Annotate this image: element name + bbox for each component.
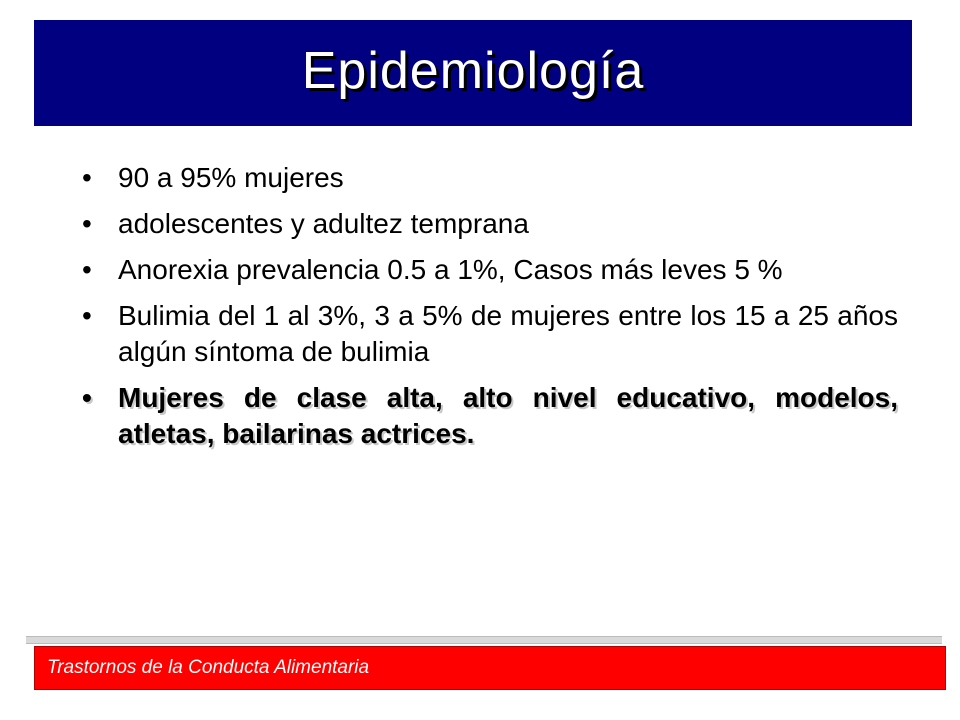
bullet-text: Mujeres de clase alta, alto nivel educativo, modelos, atletas, bailarinas actrices. [118,382,898,449]
bullet-item [80,206,898,242]
bullet-item [80,252,898,288]
slide-title: Epidemiología [301,42,645,100]
bullet-icon: • [82,254,92,285]
title-banner [34,20,912,126]
bullet-item [80,298,898,370]
footer-banner [34,646,946,690]
footer-divider [26,636,942,644]
bullet-list [80,160,898,462]
bullet-icon: • [82,208,92,239]
bullet-icon: • [82,300,92,331]
bullet-text: Anorexia prevalencia 0.5 a 1%, Casos más leves 5 % [118,254,783,285]
bullet-icon: • [82,382,92,413]
bullet-icon: • [82,162,92,193]
bullet-text: 90 a 95% mujeres [118,162,344,193]
bullet-text: Bulimia del 1 al 3%, 3 a 5% de mujeres entre los 15 a 25 años algún síntoma de bulimia [118,300,898,367]
bullet-item [80,160,898,196]
footer-caption: Trastornos de la Conducta Alimentaria [47,657,370,678]
bullet-item-emphasized [80,380,898,452]
bullet-text: adolescentes y adultez temprana [118,208,529,239]
